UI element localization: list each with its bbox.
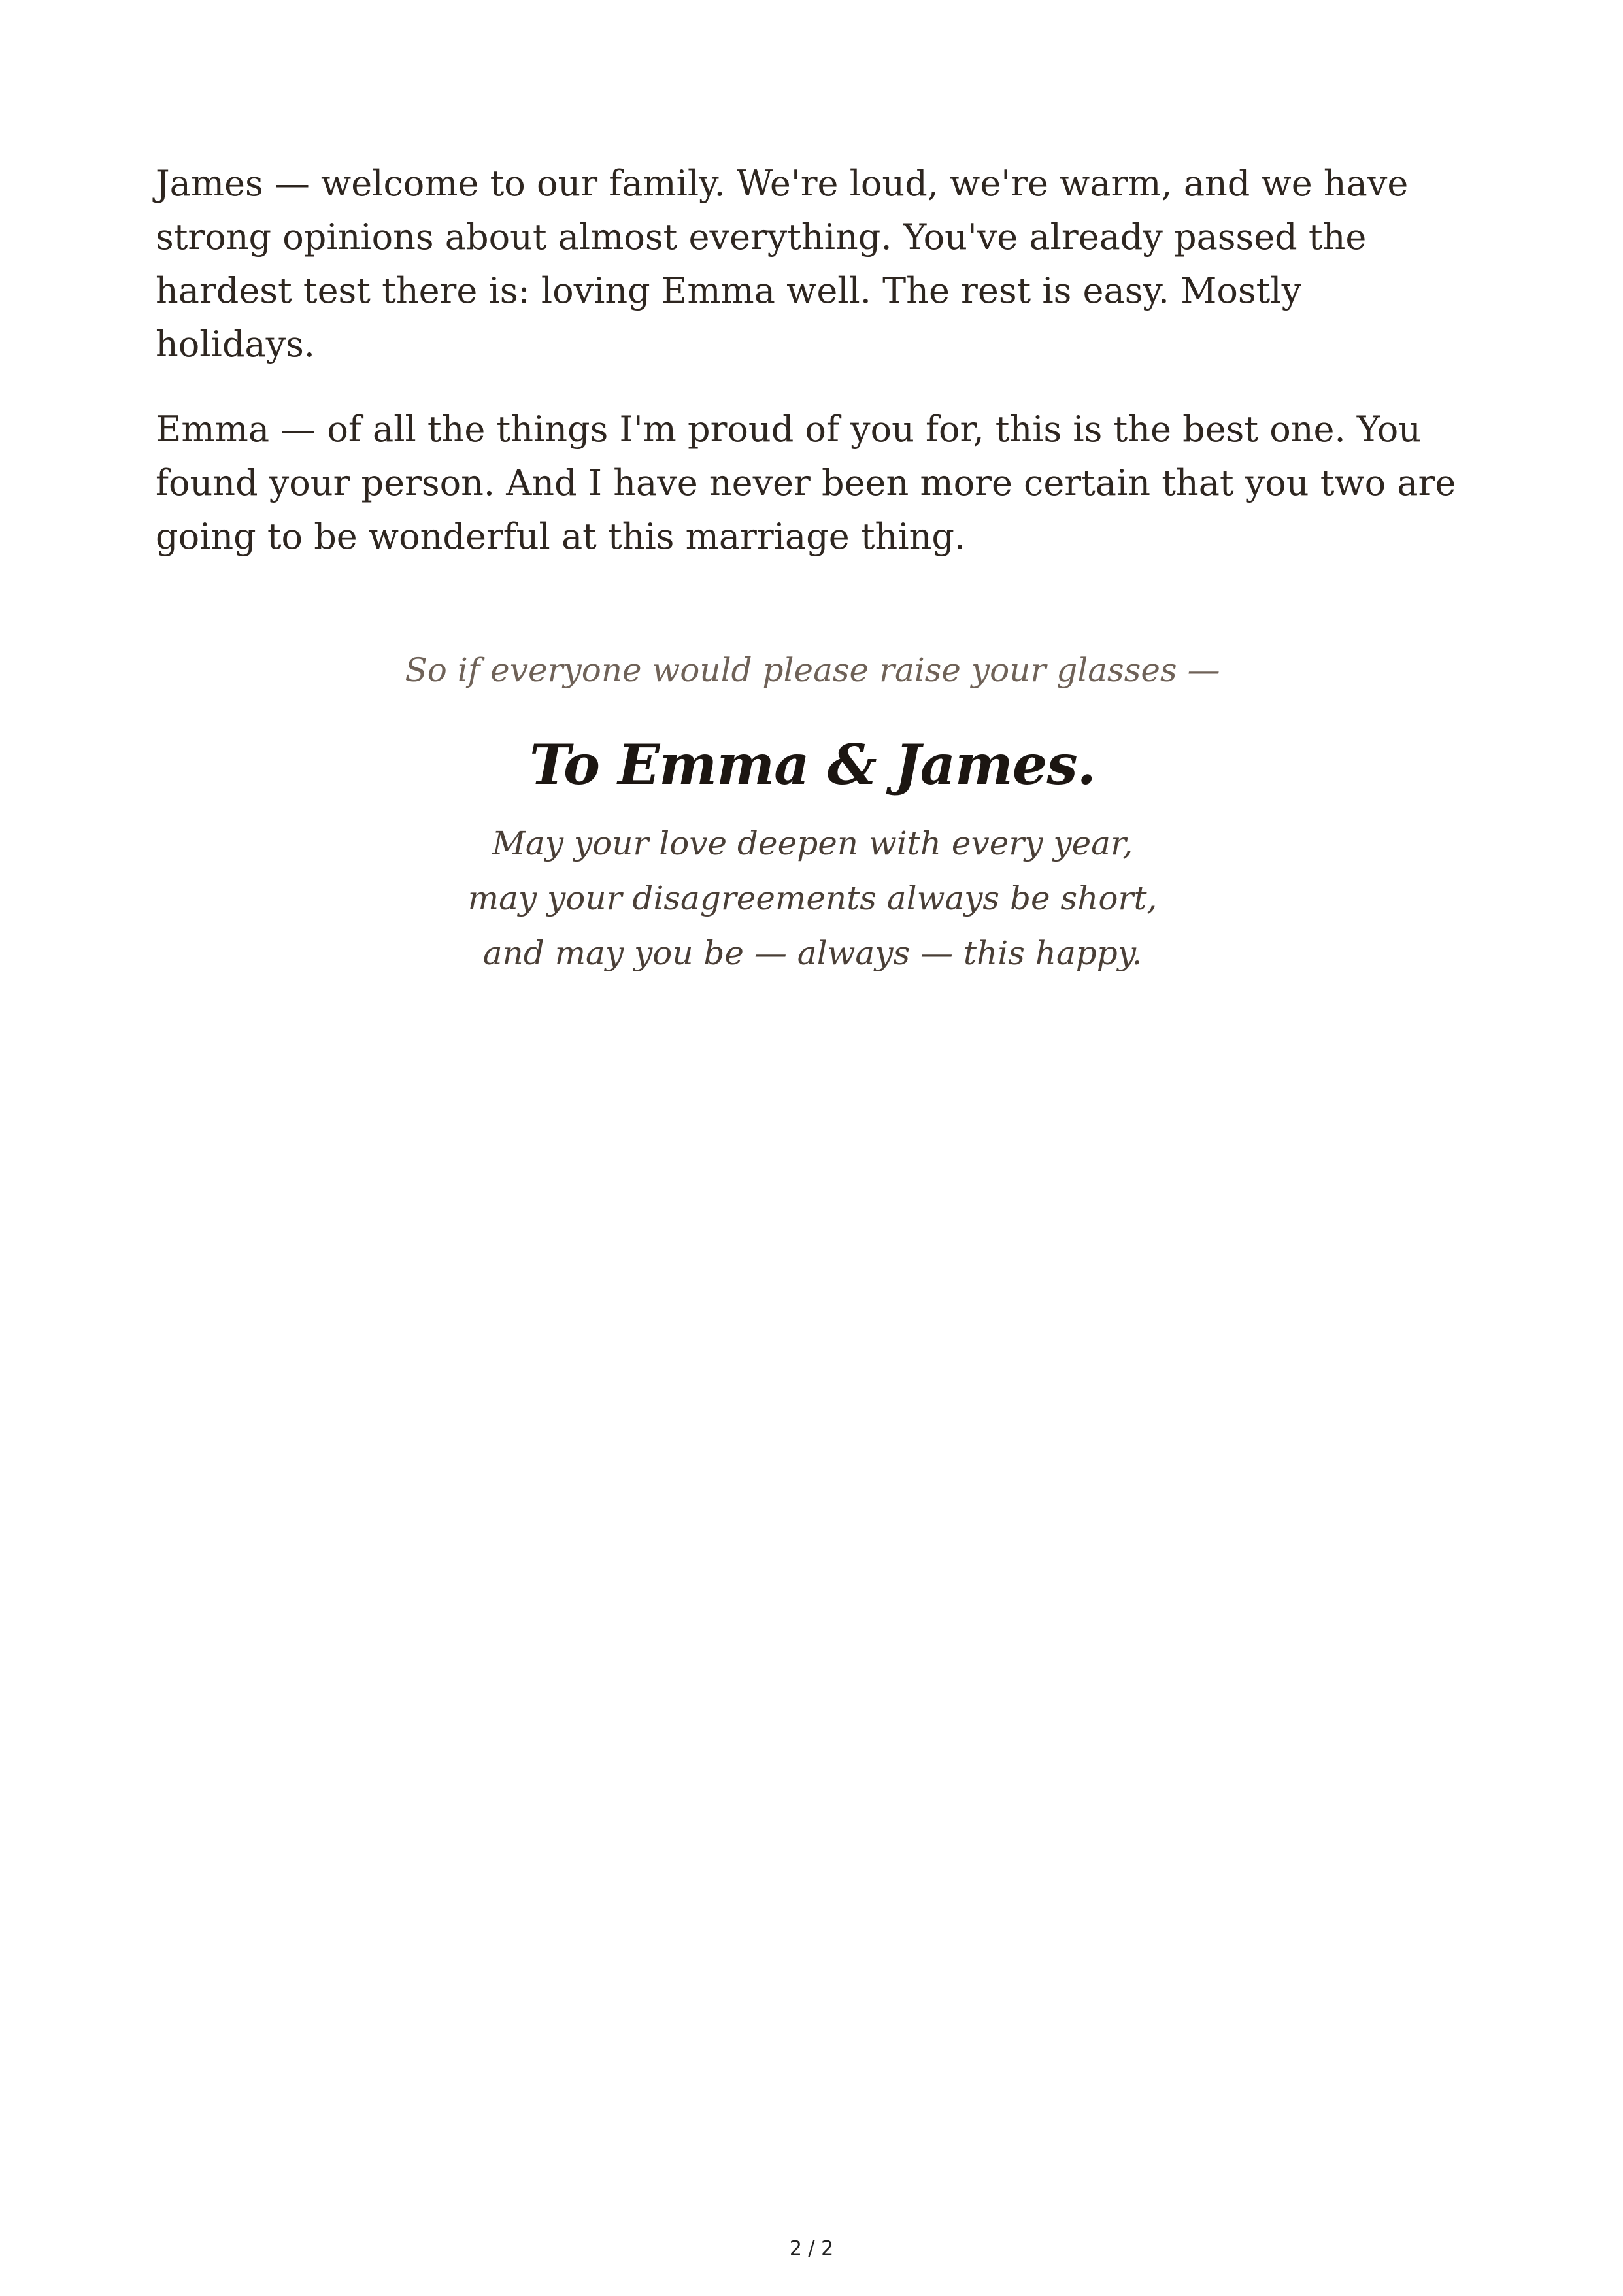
blessing-line: May your love deepen with every year, xyxy=(492,824,1133,862)
toast-lead-in: So if everyone would please raise your glasses — xyxy=(405,651,1220,689)
paragraph-emma: Emma — of all the things I'm proud of you for, this is the best one. You found your person. And I have never been more certain that you two are going to be wonderful at this marriage thing. xyxy=(156,409,1456,557)
blessing xyxy=(156,816,1469,981)
page-number: 2 / 2 xyxy=(789,2237,834,2260)
paragraph-james: James — welcome to our family. We're loud, we're warm, and we have strong opinions about almost everything. You've already passed the hardest test there is: loving Emma well. The rest is easy. Mostly holidays. xyxy=(156,163,1409,365)
blessing-line: may your disagreements always be short, xyxy=(467,879,1158,917)
speech-content xyxy=(156,157,1469,981)
toast-title: To Emma & James. xyxy=(529,732,1096,797)
blessing-line: and may you be — always — this happy. xyxy=(482,934,1143,972)
